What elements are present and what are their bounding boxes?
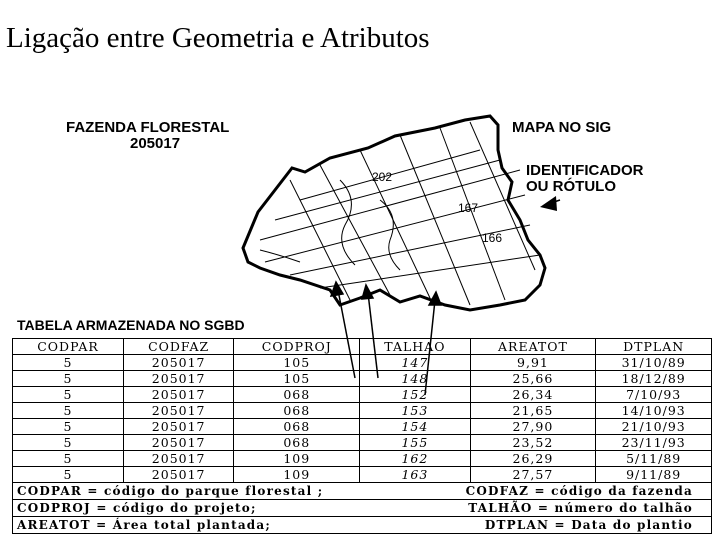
identifier-label-line2: OU RÓTULO	[526, 178, 616, 195]
table-row	[13, 387, 712, 403]
legend-cell	[13, 517, 712, 534]
table-cell: 109	[234, 451, 360, 467]
table-row	[13, 355, 712, 371]
table-cell: 205017	[124, 435, 234, 451]
table-cell: 155	[360, 435, 470, 451]
table-cell: 068	[234, 435, 360, 451]
table-cell: 26,34	[470, 387, 596, 403]
table-cell: 109	[234, 467, 360, 483]
table-cell: 7/10/93	[596, 387, 712, 403]
farm-title: FAZENDA FLORESTAL	[66, 119, 230, 136]
table-cell: 205017	[124, 371, 234, 387]
legend-text: CODPROJ = código do projeto;	[17, 501, 257, 515]
table-cell: 18/12/89	[596, 371, 712, 387]
table-cell: 5	[13, 451, 124, 467]
table-row	[13, 371, 712, 387]
table-cell: 205017	[124, 419, 234, 435]
table-cell: 23,52	[470, 435, 596, 451]
table-cell: 5	[13, 387, 124, 403]
table-cell: 205017	[124, 387, 234, 403]
table-cell: 068	[234, 403, 360, 419]
legend-text: CODPAR = código do parque florestal ;	[17, 484, 324, 498]
table-cell: 105	[234, 371, 360, 387]
table-row	[13, 451, 712, 467]
table-row	[13, 435, 712, 451]
table-cell: 105	[234, 355, 360, 371]
table-cell: 068	[234, 387, 360, 403]
column-header: TALHAO	[360, 339, 470, 355]
farm-boundary	[243, 116, 545, 310]
table-row	[13, 419, 712, 435]
table-cell: 205017	[124, 467, 234, 483]
attribute-table	[12, 338, 712, 534]
table-header-row	[13, 339, 712, 355]
legend-text: AREATOT = Área total plantada;	[17, 518, 271, 532]
slide-title: Ligação entre Geometria e Atributos	[6, 22, 430, 54]
column-header: AREATOT	[470, 339, 596, 355]
table-cell: 148	[360, 371, 470, 387]
column-header: CODFAZ	[124, 339, 234, 355]
table-cell: 153	[360, 403, 470, 419]
table-cell: 068	[234, 419, 360, 435]
table-cell: 26,29	[470, 451, 596, 467]
legend-row	[13, 500, 712, 517]
table-row	[13, 467, 712, 483]
table-cell: 9,91	[470, 355, 596, 371]
table-row	[13, 403, 712, 419]
column-header: DTPLAN	[596, 339, 712, 355]
table-cell: 152	[360, 387, 470, 403]
table-cell: 21,65	[470, 403, 596, 419]
legend-cell	[13, 483, 712, 500]
table-cell: 23/11/93	[596, 435, 712, 451]
table-cell: 147	[360, 355, 470, 371]
table-cell: 5	[13, 419, 124, 435]
table-cell: 5	[13, 435, 124, 451]
table-cell: 205017	[124, 403, 234, 419]
table-cell: 5	[13, 403, 124, 419]
plot-number: 202	[372, 170, 393, 184]
table-cell: 205017	[124, 451, 234, 467]
table-cell: 21/10/93	[596, 419, 712, 435]
table-cell: 27,57	[470, 467, 596, 483]
map-label: MAPA NO SIG	[512, 119, 612, 136]
plot-number: 166	[482, 231, 503, 245]
table-cell: 14/10/93	[596, 403, 712, 419]
table-cell: 27,90	[470, 419, 596, 435]
table-cell: 163	[360, 467, 470, 483]
legend-row	[13, 517, 712, 534]
legend-text: DTPLAN = Data do plantio	[484, 518, 693, 532]
table-cell: 5/11/89	[596, 451, 712, 467]
table-cell: 9/11/89	[596, 467, 712, 483]
identifier-arrow	[540, 196, 560, 211]
legend-cell	[13, 500, 712, 517]
farm-code: 205017	[130, 135, 181, 152]
plot-number: 167	[458, 201, 479, 215]
column-header: CODPAR	[13, 339, 124, 355]
table-cell: 5	[13, 371, 124, 387]
table-caption: TABELA ARMAZENADA NO SGBD	[17, 317, 245, 333]
legend-row	[13, 483, 712, 500]
table-cell: 205017	[124, 355, 234, 371]
legend-text: TALHÃO = número do talhão	[468, 501, 693, 515]
legend-text: CODFAZ = código da fazenda	[465, 484, 693, 498]
table-cell: 31/10/89	[596, 355, 712, 371]
table-cell: 154	[360, 419, 470, 435]
identifier-label-line1: IDENTIFICADOR	[526, 162, 644, 179]
table-cell: 162	[360, 451, 470, 467]
column-header: CODPROJ	[234, 339, 360, 355]
table-cell: 5	[13, 467, 124, 483]
table-cell: 25,66	[470, 371, 596, 387]
table-cell: 5	[13, 355, 124, 371]
